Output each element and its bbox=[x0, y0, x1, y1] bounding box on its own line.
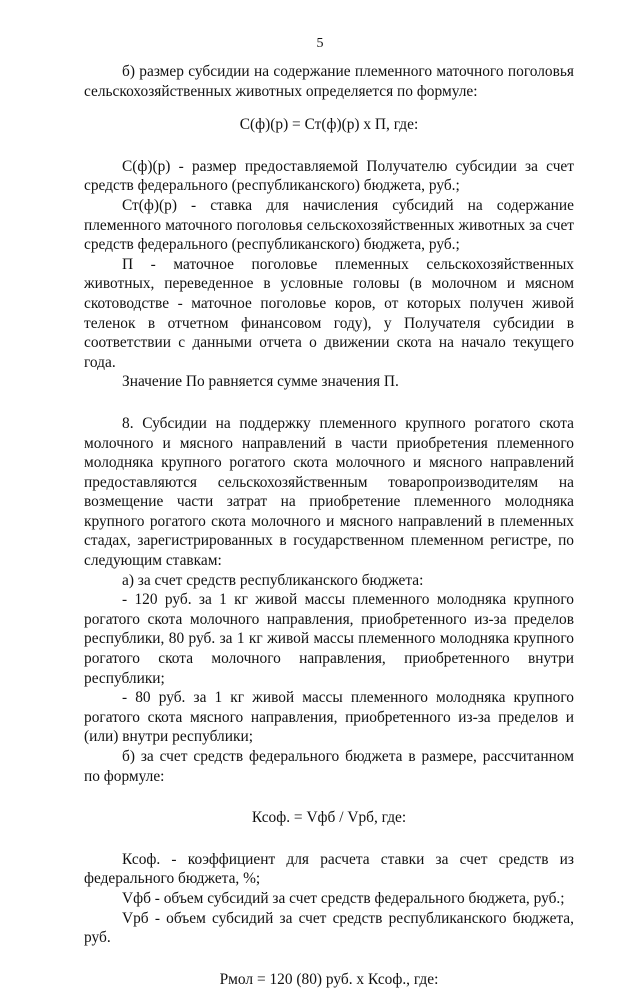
definition-ksof: Ксоф. - коэффициент для расчета ставки за счет средств из федерального бюджета, %; bbox=[84, 850, 574, 888]
definition-st: Ст(ф)(р) - ставка для начисления субсидий на содержание племенного маточного поголовья сельскохозяйственных животных за счет средств федерального (республиканского) бюджета, руб.; bbox=[84, 196, 574, 254]
item-8-a-dairy-rate: - 120 руб. за 1 кг живой массы племенного молодняка крупного рогатого скота молочного направления, приобретенного из-за пределов республики, 80 руб. за 1 кг живой массы племенного молодняка крупного рогатого скота молочного направления, приобретенного внутри республики; bbox=[84, 591, 574, 687]
coefficient-formula: Ксоф. = Vфб / Vрб, где: bbox=[251, 809, 407, 827]
item-8-a: а) за счет средств республиканского бюджета: bbox=[122, 571, 424, 589]
item-8-a-meat-rate: - 80 руб. за 1 кг живой массы племенного молодняка крупного рогатого скота мясного направления, приобретенного из-за пределов и (или) внутри республики; bbox=[84, 689, 574, 746]
definition-c: С(ф)(р) - размер предоставляемой Получателю субсидии за счет средств федерального (республиканского) бюджета, руб.; bbox=[84, 157, 574, 195]
item-8-b: б) за счет средств федерального бюджета в размере, рассчитанном по формуле: bbox=[84, 748, 574, 785]
po-value-note: Значение По равняется сумме значения П. bbox=[122, 373, 399, 391]
page-body bbox=[84, 62, 574, 989]
definition-p: П - маточное поголовье племенных сельскохозяйственных животных, переведенное в условные головы (в молочном и мясном скотоводстве - маточное поголовье коров, от которых получен живой теленок в отчетном финансовом году), у Получателя субсидии в соответствии с данными отчета о движении скота на начало текущего года. bbox=[84, 255, 574, 371]
page-number: 5 bbox=[316, 36, 324, 51]
subsidy-formula-intro: б) размер субсидии на содержание племенного маточного поголовья сельскохозяйственных животных определяется по формуле: bbox=[84, 63, 574, 100]
item-8-intro: 8. Субсидии на поддержку племенного крупного рогатого скота молочного и мясного направлений в части приобретения племенного молодняка крупного рогатого скота молочного и мясного направлений предоставляются сельскохозяйственным товаропроизводителям на возмещение части затрат на приобретение племенного молодняка крупного рогатого скота молочного и мясного направлений в племенных стадах, зарегистрированных в государственном племенном регистре, по следующим ставкам: bbox=[84, 414, 574, 570]
rate-formula: Рмол = 120 (80) руб. х Ксоф., где: bbox=[219, 970, 439, 988]
definition-vfb: Vфб - объем субсидий за счет средств федерального бюджета, руб.; bbox=[122, 889, 565, 907]
subsidy-formula: С(ф)(р) = Ст(ф)(р) х П, где: bbox=[239, 116, 419, 134]
definition-vrb: Vрб - объем субсидий за счет средств республиканского бюджета, руб. bbox=[84, 909, 574, 947]
